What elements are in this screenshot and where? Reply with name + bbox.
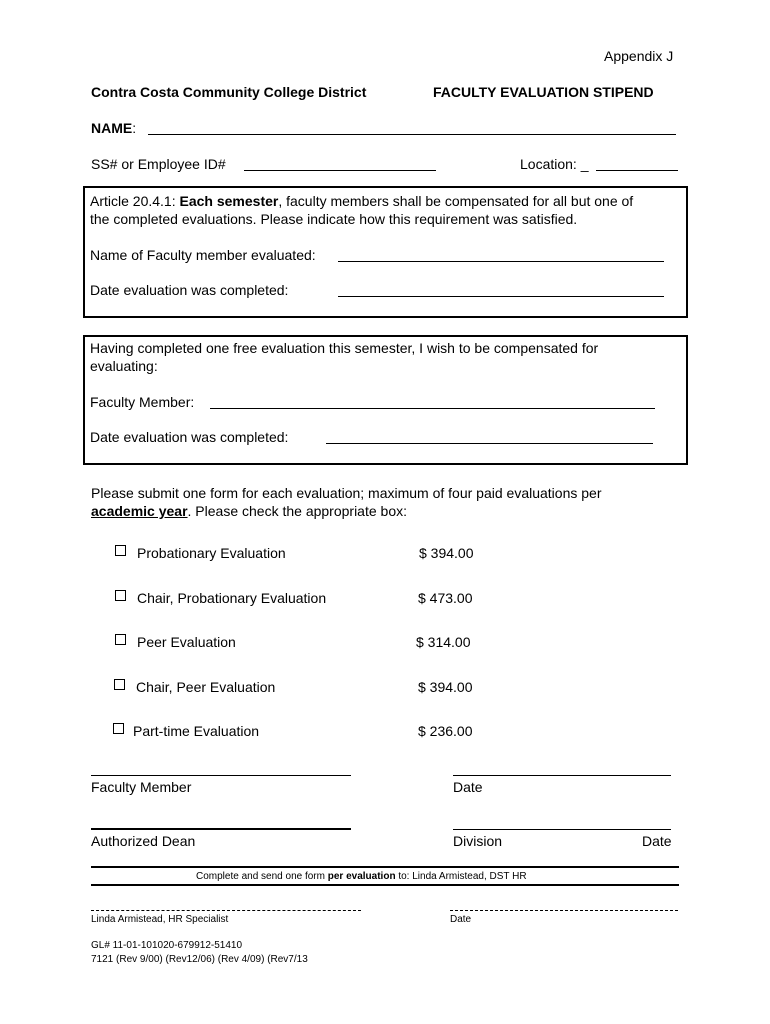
name-label: NAME bbox=[91, 120, 133, 136]
faculty-member-label: Faculty Member bbox=[91, 779, 192, 795]
send-prefix: Complete and send one form bbox=[196, 871, 328, 882]
article-prefix: Article 20.4.1: bbox=[90, 193, 180, 209]
free-date-input-line[interactable] bbox=[326, 443, 653, 444]
evaluated-faculty-label: Name of Faculty member evaluated: bbox=[90, 247, 316, 263]
article-date-input-line[interactable] bbox=[338, 296, 664, 297]
checkbox-chair-peer[interactable] bbox=[114, 679, 125, 690]
option-amount-part-time: $ 236.00 bbox=[418, 723, 473, 739]
hr-signature-line[interactable] bbox=[91, 910, 361, 911]
authorized-dean-label: Authorized Dean bbox=[91, 833, 196, 849]
checkbox-peer[interactable] bbox=[115, 634, 126, 645]
hr-name: Linda Armistead, HR Specialist bbox=[91, 914, 229, 925]
academic-year-text: academic year bbox=[91, 503, 188, 519]
send-bottom-rule bbox=[91, 884, 679, 886]
faculty-date-line[interactable] bbox=[453, 775, 671, 776]
location-input-line[interactable] bbox=[596, 170, 678, 171]
send-top-rule bbox=[91, 866, 679, 868]
name-colon: : bbox=[132, 120, 137, 136]
article-bold: Each semester bbox=[179, 193, 279, 209]
option-amount-chair-peer: $ 394.00 bbox=[418, 679, 473, 695]
hr-date-line[interactable] bbox=[450, 910, 678, 911]
hr-date-label: Date bbox=[450, 914, 472, 925]
option-label-chair-probationary: Chair, Probationary Evaluation bbox=[137, 590, 327, 606]
district-name: Contra Costa Community College District bbox=[91, 84, 367, 100]
free-line2: evaluating: bbox=[90, 358, 158, 374]
division-label: Division bbox=[453, 833, 503, 849]
revision-info: 7121 (Rev 9/00) (Rev12/06) (Rev 4/09) (Rev7/13 bbox=[91, 954, 308, 965]
instructions-line1: Please submit one form for each evaluation; maximum of four paid evaluations per bbox=[91, 485, 602, 501]
article-line1-rest: , faculty members shall be compensated for all but one of bbox=[278, 193, 634, 209]
option-label-probationary: Probationary Evaluation bbox=[137, 545, 286, 561]
division-line[interactable] bbox=[453, 829, 671, 830]
free-date-label: Date evaluation was completed: bbox=[90, 429, 289, 445]
option-label-chair-peer: Chair, Peer Evaluation bbox=[136, 679, 276, 695]
faculty-signature-line[interactable] bbox=[91, 775, 351, 776]
name-field-label bbox=[91, 120, 136, 136]
id-label: SS# or Employee ID# bbox=[91, 156, 226, 172]
free-faculty-label: Faculty Member: bbox=[90, 394, 195, 410]
instructions-line2 bbox=[91, 503, 407, 519]
instructions-line2-rest: . Please check the appropriate box: bbox=[187, 503, 407, 519]
checkbox-chair-probationary[interactable] bbox=[115, 590, 126, 601]
appendix-label: Appendix J bbox=[604, 48, 674, 64]
send-instructions bbox=[196, 871, 527, 882]
name-input-line[interactable] bbox=[148, 134, 676, 135]
send-suffix: to: Linda Armistead, DST HR bbox=[395, 871, 527, 882]
option-label-part-time: Part-time Evaluation bbox=[133, 723, 260, 739]
id-input-line[interactable] bbox=[244, 170, 436, 171]
faculty-date-label: Date bbox=[453, 779, 483, 795]
option-amount-peer: $ 314.00 bbox=[416, 634, 471, 650]
article-date-label: Date evaluation was completed: bbox=[90, 282, 289, 298]
dean-date-label: Date bbox=[642, 833, 672, 849]
form-title: FACULTY EVALUATION STIPEND bbox=[433, 84, 654, 100]
option-amount-chair-probationary: $ 473.00 bbox=[418, 590, 473, 606]
send-bold: per evaluation bbox=[327, 871, 396, 882]
checkbox-probationary[interactable] bbox=[115, 545, 126, 556]
article-line1 bbox=[90, 193, 633, 209]
free-line1: Having completed one free evaluation this semester, I wish to be compensated for bbox=[90, 340, 599, 356]
location-label: Location: _ bbox=[520, 156, 589, 172]
gl-number: GL# 11-01-101020-679912-51410 bbox=[91, 940, 243, 951]
checkbox-part-time[interactable] bbox=[113, 723, 124, 734]
option-label-peer: Peer Evaluation bbox=[137, 634, 236, 650]
option-amount-probationary: $ 394.00 bbox=[419, 545, 474, 561]
evaluated-faculty-input-line[interactable] bbox=[338, 261, 664, 262]
article-line2: the completed evaluations. Please indicate how this requirement was satisfied. bbox=[90, 211, 578, 227]
free-faculty-input-line[interactable] bbox=[210, 408, 655, 409]
dean-signature-line[interactable] bbox=[91, 828, 351, 830]
